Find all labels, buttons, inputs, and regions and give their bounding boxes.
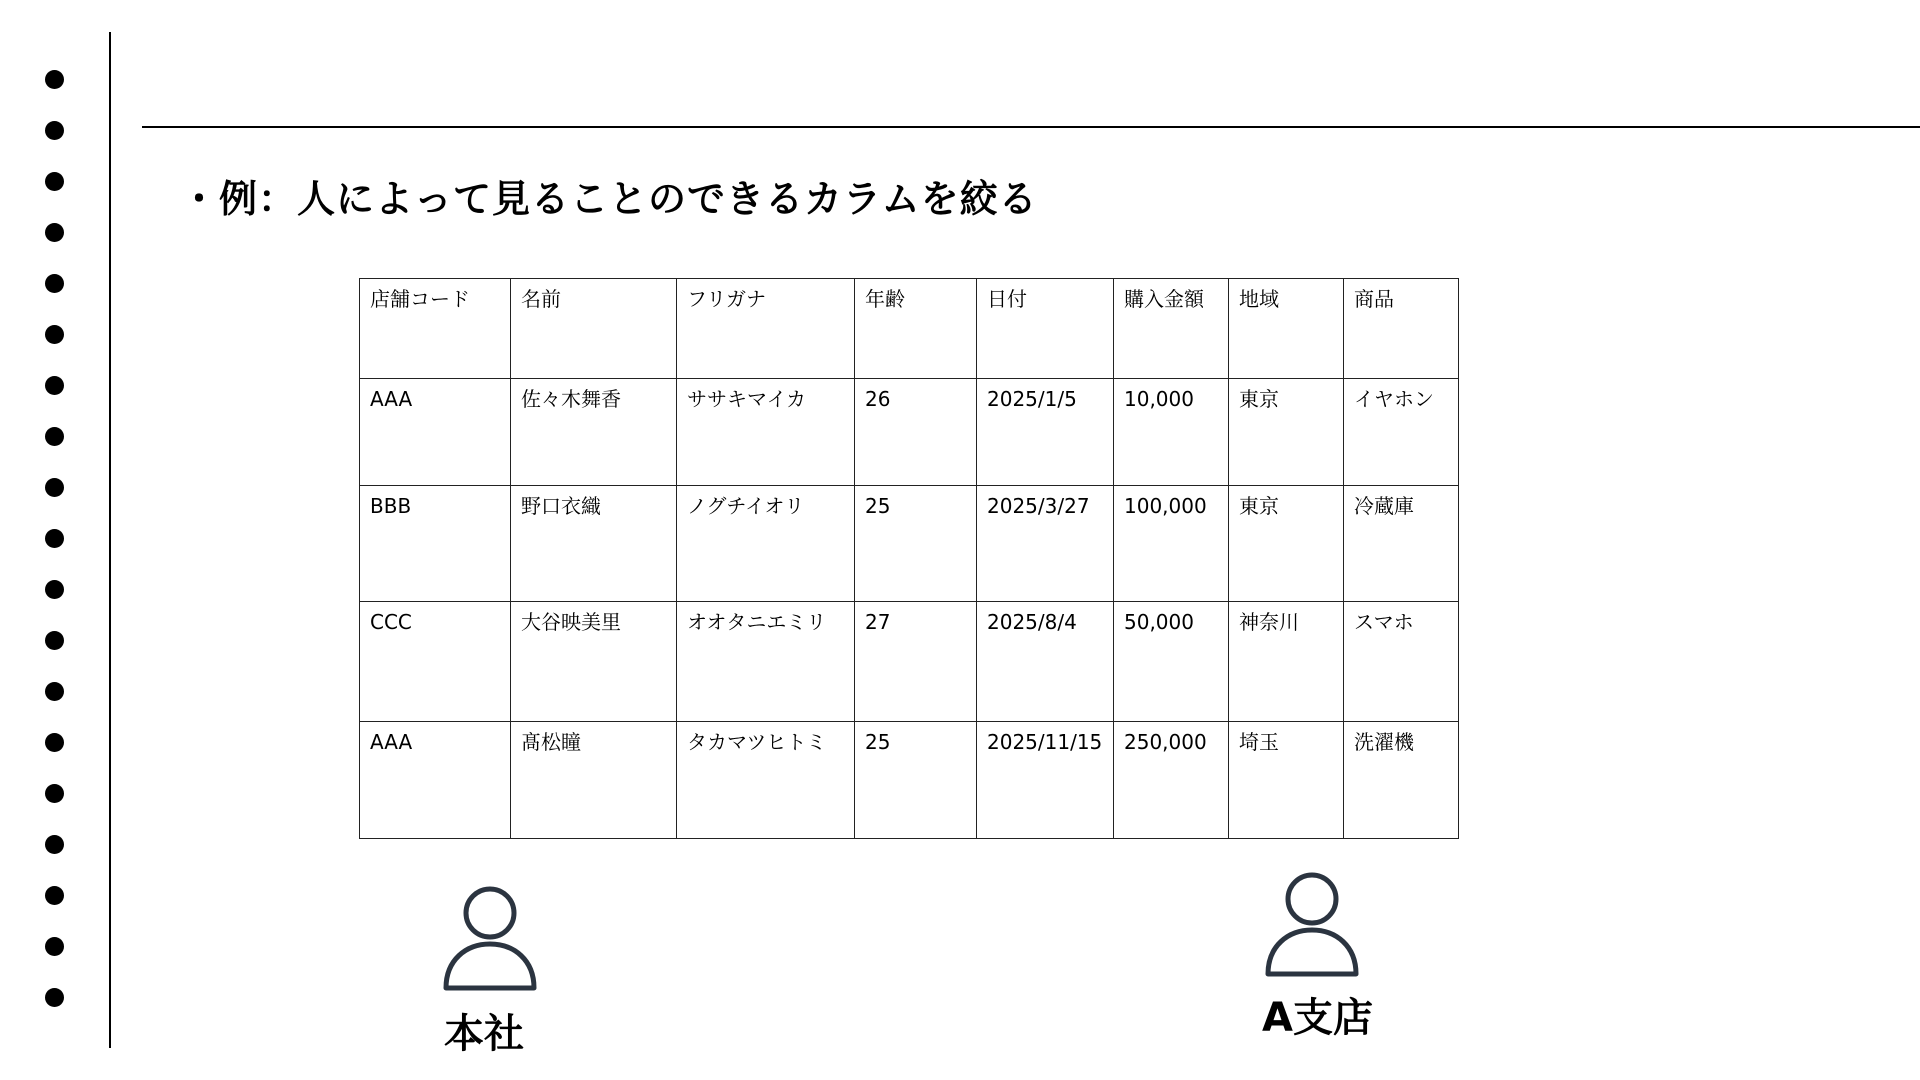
table-cell: 髙松瞳 (511, 722, 677, 839)
binder-dot (45, 784, 64, 803)
binder-dot (45, 937, 64, 956)
table-cell: AAA (360, 379, 511, 486)
table-cell: ササキマイカ (677, 379, 855, 486)
header-cell: 地域 (1229, 279, 1344, 379)
header-cell: 店舗コード (360, 279, 511, 379)
table-cell: イヤホン (1344, 379, 1459, 486)
margin-line (109, 32, 111, 1048)
table-cell: 250,000 (1114, 722, 1229, 839)
binder-dot (45, 121, 64, 140)
slide-title: ・例：人によって見ることのできるカラムを絞る (180, 177, 1038, 221)
table-cell: スマホ (1344, 602, 1459, 722)
binder-dot (45, 376, 64, 395)
binder-dot (45, 274, 64, 293)
header-cell: 購入金額 (1114, 279, 1229, 379)
data-table (359, 278, 1459, 839)
table-cell: 26 (855, 379, 977, 486)
user-icon (1262, 870, 1362, 978)
header-cell: 商品 (1344, 279, 1459, 379)
headquarters-label: 本社 (444, 1011, 524, 1057)
table-row (360, 379, 1459, 486)
table-cell: AAA (360, 722, 511, 839)
table-cell: 50,000 (1114, 602, 1229, 722)
table-row (360, 722, 1459, 839)
table-cell: 25 (855, 486, 977, 602)
table-cell: 2025/1/5 (977, 379, 1114, 486)
binder-dot (45, 631, 64, 650)
table-cell: ノグチイオリ (677, 486, 855, 602)
table-cell: 100,000 (1114, 486, 1229, 602)
table-cell: 野口衣織 (511, 486, 677, 602)
binder-dot (45, 325, 64, 344)
header-cell: フリガナ (677, 279, 855, 379)
table-cell: 2025/8/4 (977, 602, 1114, 722)
table-cell: 東京 (1229, 379, 1344, 486)
header-divider (142, 126, 1920, 128)
table-cell: 冷蔵庫 (1344, 486, 1459, 602)
table-row (360, 602, 1459, 722)
binder-dot (45, 70, 64, 89)
table-cell: 洗濯機 (1344, 722, 1459, 839)
table-cell: タカマツヒトミ (677, 722, 855, 839)
table-cell: CCC (360, 602, 511, 722)
binder-dot (45, 988, 64, 1007)
binder-dot (45, 886, 64, 905)
binder-dots (45, 70, 65, 1010)
table-cell: 2025/3/27 (977, 486, 1114, 602)
table-cell: 神奈川 (1229, 602, 1344, 722)
binder-dot (45, 580, 64, 599)
header-cell: 年齢 (855, 279, 977, 379)
table-cell: 25 (855, 722, 977, 839)
table-cell: 10,000 (1114, 379, 1229, 486)
binder-dot (45, 427, 64, 446)
binder-dot (45, 529, 64, 548)
binder-dot (45, 733, 64, 752)
binder-dot (45, 682, 64, 701)
table-row (360, 486, 1459, 602)
branch-a-label: A支店 (1262, 995, 1373, 1041)
table-cell: 2025/11/15 (977, 722, 1114, 839)
table-cell: オオタニエミリ (677, 602, 855, 722)
binder-dot (45, 478, 64, 497)
binder-dot (45, 172, 64, 191)
header-cell: 日付 (977, 279, 1114, 379)
table-cell: BBB (360, 486, 511, 602)
binder-dot (45, 223, 64, 242)
table-cell: 大谷映美里 (511, 602, 677, 722)
table-cell: 27 (855, 602, 977, 722)
table-cell: 埼玉 (1229, 722, 1344, 839)
user-icon (440, 884, 540, 992)
binder-dot (45, 835, 64, 854)
header-cell: 名前 (511, 279, 677, 379)
table-cell: 東京 (1229, 486, 1344, 602)
table-cell: 佐々木舞香 (511, 379, 677, 486)
table-header-row (360, 279, 1459, 379)
